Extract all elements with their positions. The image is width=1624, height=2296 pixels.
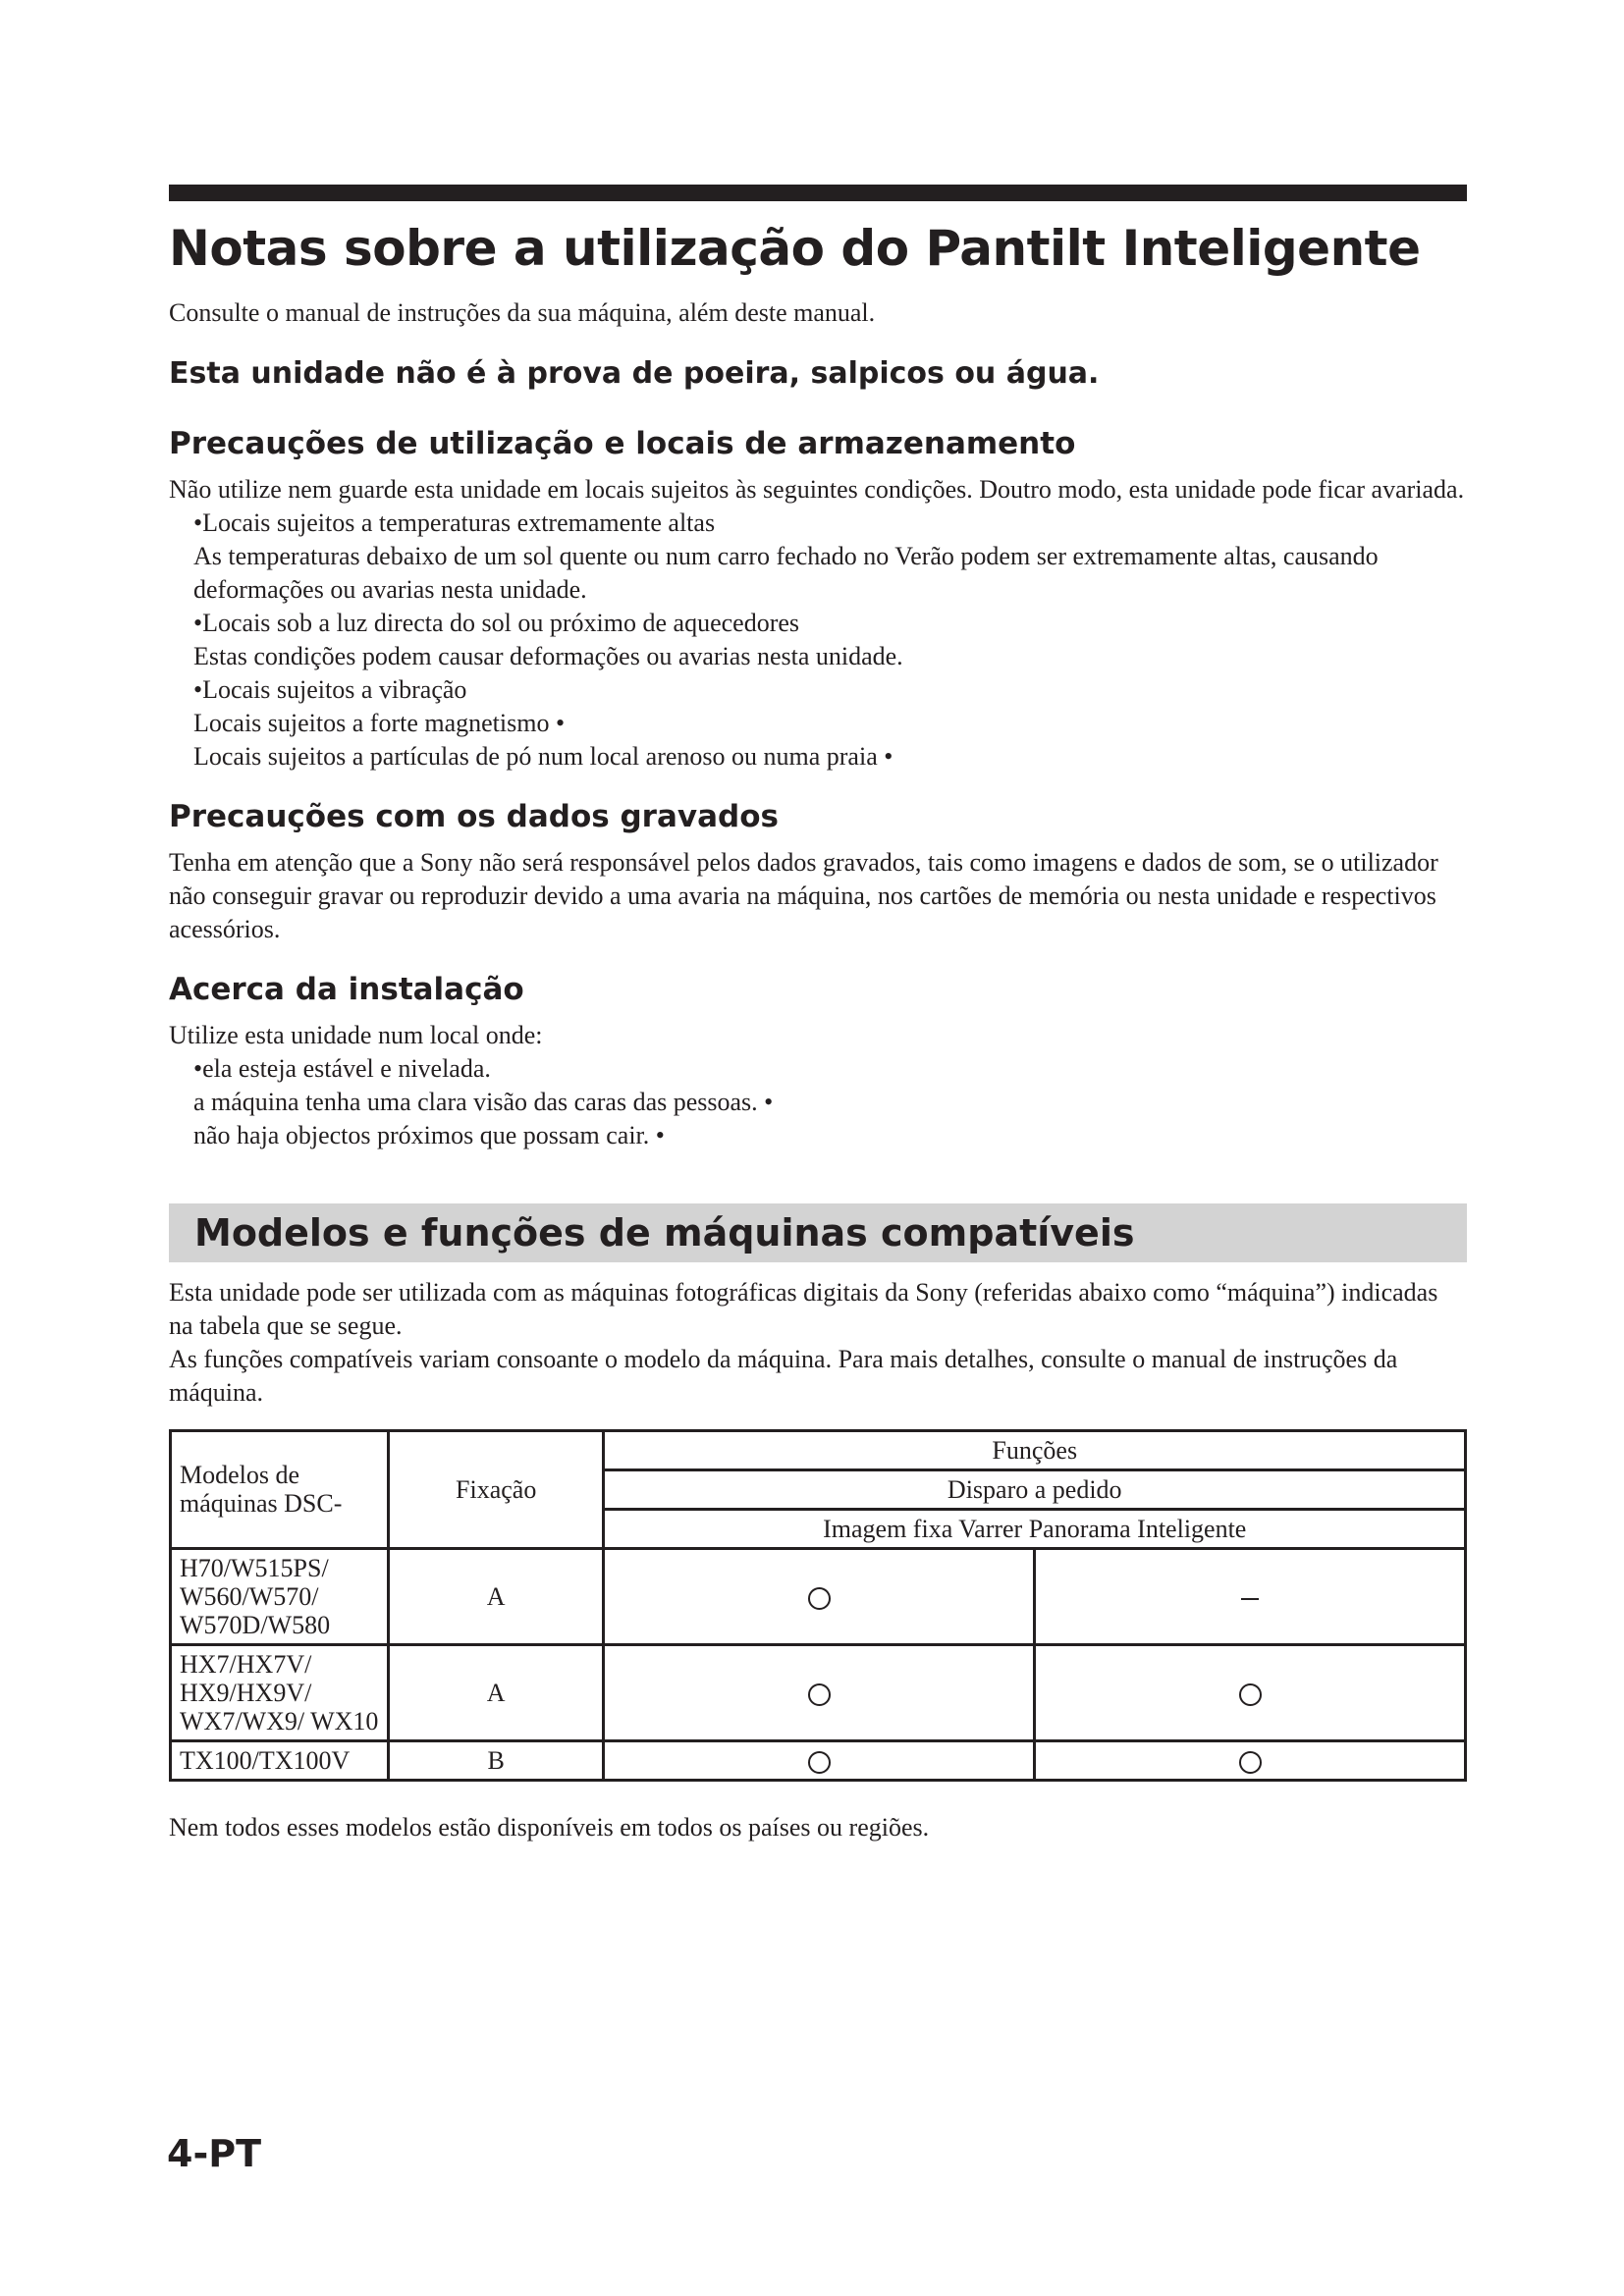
circle-icon	[808, 1751, 831, 1774]
models-para-2: As funções compatíveis variam consoante o modelo da máquina. Para mais detalhes, consulte o manual de instruções da máquina.	[169, 1344, 1398, 1407]
list-item: •Locais sob a luz directa do sol ou próximo de aquecedores	[193, 608, 800, 637]
cell-model: HX7/HX7V/ HX9/HX9V/ WX7/WX9/ WX10	[171, 1644, 389, 1740]
section-models-heading: Modelos e funções de máquinas compatíveis	[194, 1210, 1135, 1255]
circle-icon	[1239, 1683, 1262, 1706]
section-storage-lead: Não utilize nem guarde esta unidade em locais sujeitos às seguintes condições. Doutro modo, esta unidade pode ficar avariada.	[169, 474, 1465, 504]
dash-icon	[1241, 1598, 1259, 1600]
cell-still	[604, 1548, 1035, 1644]
header-models: Modelos de máquinas DSC-	[171, 1430, 389, 1548]
circle-icon	[808, 1683, 831, 1706]
table-row	[171, 1644, 1466, 1740]
list-item: As temperaturas debaixo de um sol quente ou num carro fechado no Verão podem ser extremamente altas, causando deformações ou avarias nesta unidade.	[193, 541, 1379, 604]
section-data-body: Tenha em atenção que a Sony não será responsável pelos dados gravados, tais como imagens e dados de som, se o utilizador não conseguir gravar ou reproduzir devido a uma avaria na máquina, nos cartões de memória ou nesta unidade e respectivos acessórios.	[169, 847, 1438, 943]
header-trigger: Disparo a pedido	[604, 1469, 1466, 1509]
list-item: não haja objectos próximos que possam cair. •	[193, 1120, 665, 1149]
cell-sweep	[1035, 1740, 1466, 1780]
cell-fixation: A	[388, 1548, 604, 1644]
title-rule	[169, 185, 1467, 201]
section-install-lead: Utilize esta unidade num local onde:	[169, 1020, 543, 1049]
intro-text: Consulte o manual de instruções da sua máquina, além deste manual.	[169, 297, 876, 327]
cell-fixation: A	[388, 1644, 604, 1740]
warning-text: Esta unidade não é à prova de poeira, salpicos ou água.	[169, 355, 1100, 391]
table-row	[171, 1548, 1466, 1644]
list-item: a máquina tenha uma clara visão das caras das pessoas. •	[193, 1087, 774, 1116]
section-models-band	[169, 1203, 1467, 1262]
header-functions: Funções	[604, 1430, 1466, 1469]
circle-icon	[1239, 1751, 1262, 1774]
cell-fixation: B	[388, 1740, 604, 1780]
cell-model: TX100/TX100V	[171, 1740, 389, 1780]
list-item: Estas condições podem causar deformações ou avarias nesta unidade.	[193, 641, 903, 670]
section-storage-heading: Precauções de utilização e locais de armazenamento	[169, 425, 1076, 461]
page-content	[169, 185, 1465, 1844]
page-number: 4-PT	[167, 2132, 261, 2175]
header-fixation: Fixação	[388, 1430, 604, 1548]
header-subfunctions: Imagem fixa Varrer Panorama Inteligente	[604, 1509, 1466, 1548]
cell-sweep	[1035, 1644, 1466, 1740]
section-install-heading: Acerca da instalação	[169, 971, 524, 1007]
list-item: Locais sujeitos a partículas de pó num local arenoso ou numa praia •	[193, 741, 893, 771]
table-header-row	[171, 1430, 1466, 1469]
list-item: •ela esteja estável e nivelada.	[193, 1053, 491, 1083]
section-storage	[169, 424, 1465, 774]
list-item: •Locais sujeitos a vibração	[193, 674, 467, 704]
section-data	[169, 797, 1465, 946]
cell-still	[604, 1644, 1035, 1740]
list-item: Locais sujeitos a forte magnetismo •	[193, 708, 566, 737]
cell-still	[604, 1740, 1035, 1780]
section-data-heading: Precauções com os dados gravados	[169, 798, 779, 834]
section-install	[169, 970, 1465, 1152]
compatibility-table	[169, 1429, 1467, 1782]
page-title: Notas sobre a utilização do Pantilt Inteligente	[169, 220, 1421, 277]
list-item: •Locais sujeitos a temperaturas extremamente altas	[193, 507, 716, 537]
cell-model: H70/W515PS/ W560/W570/ W570D/W580	[171, 1548, 389, 1644]
cell-sweep	[1035, 1548, 1466, 1644]
availability-note: Nem todos esses modelos estão disponíveis em todos os países ou regiões.	[169, 1812, 930, 1842]
table-row	[171, 1740, 1466, 1780]
models-para-1: Esta unidade pode ser utilizada com as máquinas fotográficas digitais da Sony (referidas abaixo como “máquina”) indicadas na tabela que se segue.	[169, 1277, 1438, 1340]
circle-icon	[808, 1587, 831, 1610]
